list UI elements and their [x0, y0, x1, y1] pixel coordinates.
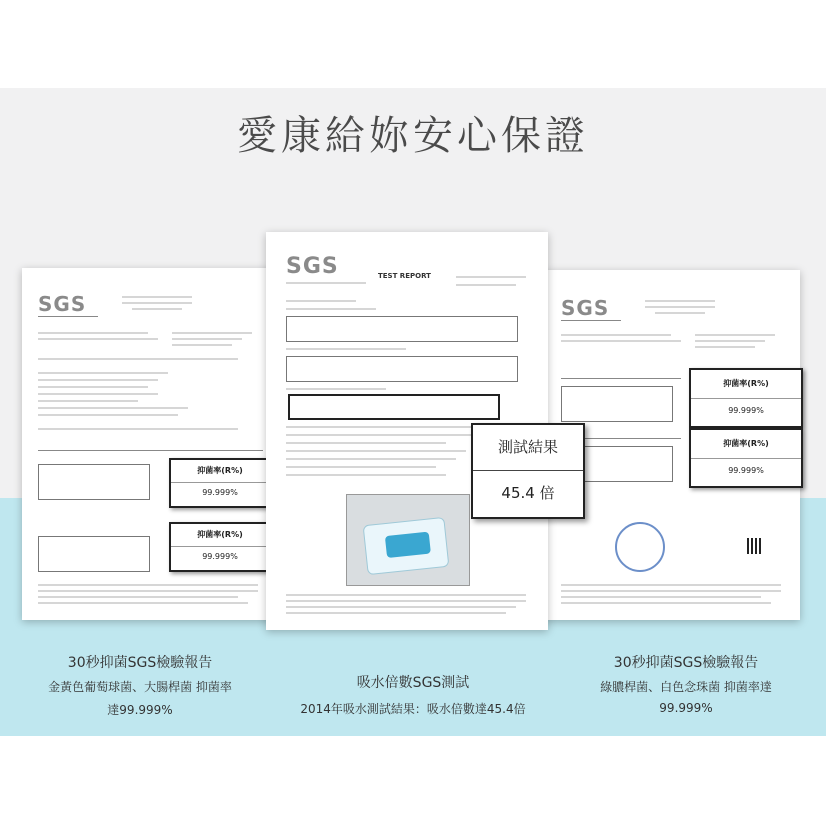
- signature-stamp: [615, 522, 665, 572]
- sgs-logo: SGS: [286, 254, 339, 279]
- callout-value: 99.999%: [728, 406, 764, 415]
- caption-line: 達99.999%: [107, 703, 173, 717]
- report-title: TEST REPORT: [378, 272, 431, 280]
- data-table: [286, 316, 518, 342]
- highlighted-result-row: [288, 394, 500, 420]
- caption-line: 2014年吸水測試結果：吸水倍數達45.4倍: [300, 702, 526, 716]
- sanitary-pad-package: [363, 517, 450, 575]
- callout-header: 抑菌率(R%): [691, 430, 801, 459]
- product-photo: [346, 494, 470, 586]
- sgs-logo: SGS: [38, 292, 87, 316]
- callout-header: 抑菌率(R%): [691, 370, 801, 399]
- caption-line: 99.999%: [659, 701, 713, 715]
- caption-line: 綠膿桿菌、白色念珠菌 抑菌率達: [600, 680, 772, 694]
- divider: [38, 316, 98, 317]
- page-title: 愛康給妳安心保證: [237, 113, 589, 159]
- antibacterial-rate-callout: [169, 458, 271, 508]
- caption-title: 30秒抑菌SGS檢驗報告: [67, 655, 213, 671]
- caption-title: 30秒抑菌SGS檢驗報告: [613, 655, 759, 671]
- caption-middle: [268, 672, 558, 717]
- qr-code: [747, 538, 763, 554]
- callout-value: 45.4 倍: [501, 484, 555, 502]
- caption-line: 金黃色葡萄球菌、大腸桿菌 抑菌率: [48, 680, 232, 694]
- callout-value: 99.999%: [728, 466, 764, 475]
- data-table: [38, 536, 150, 572]
- data-table: [561, 386, 673, 422]
- callout-header: 抑菌率(R%): [171, 460, 269, 483]
- antibacterial-rate-callout: [689, 428, 803, 488]
- caption-left: [10, 652, 270, 718]
- callout-value: 99.999%: [202, 488, 238, 497]
- sgs-logo: SGS: [561, 296, 610, 320]
- absorption-result-callout: [471, 423, 585, 519]
- callout-header: 測試結果: [473, 425, 583, 471]
- data-table: [38, 464, 150, 500]
- caption-title: 吸水倍數SGS測試: [356, 675, 470, 691]
- antibacterial-rate-callout: [689, 368, 803, 428]
- data-table: [286, 356, 518, 382]
- antibacterial-rate-callout: [169, 522, 271, 572]
- caption-right: [556, 652, 816, 715]
- callout-value: 99.999%: [202, 552, 238, 561]
- callout-header: 抑菌率(R%): [171, 524, 269, 547]
